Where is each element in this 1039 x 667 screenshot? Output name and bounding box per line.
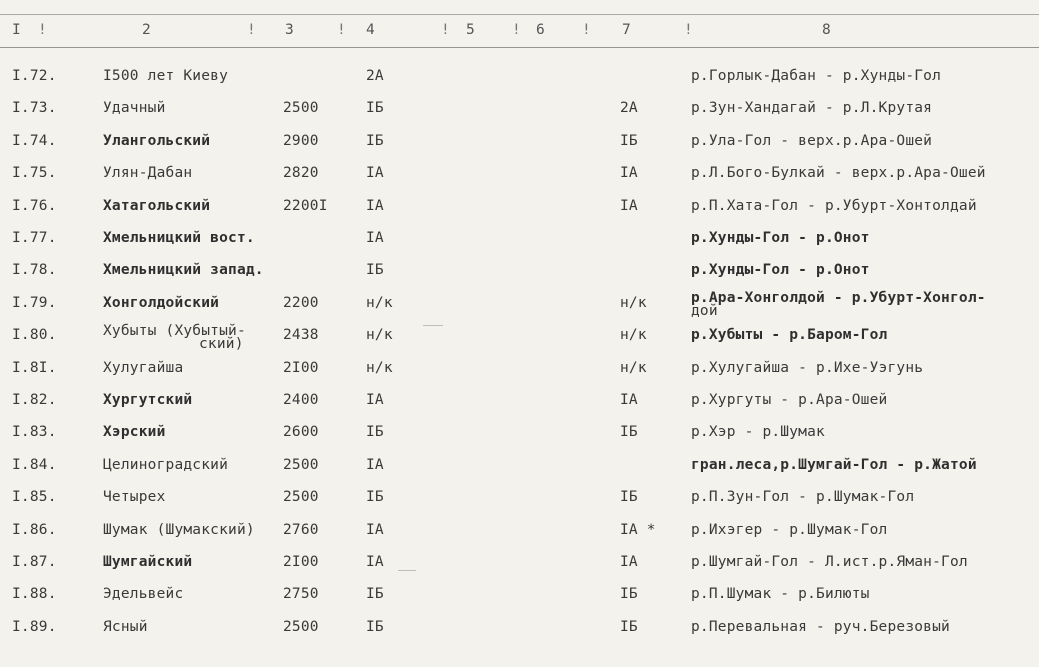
cell-name: Хатагольский xyxy=(103,198,211,214)
cell-route-continued: дой xyxy=(691,303,718,319)
cell-name: Четырех xyxy=(103,489,166,505)
header-col-2: 2 xyxy=(142,22,151,38)
cell-route: р.Горлык-Дабан - р.Хунды-Гол xyxy=(691,68,942,84)
cell-cat: IБ xyxy=(366,133,384,149)
cell-cat7: IБ xyxy=(620,424,638,440)
cell-num: I.73. xyxy=(12,100,57,116)
cell-num: I.86. xyxy=(12,522,57,538)
cell-route: р.Хунды-Гол - р.Онот xyxy=(691,262,870,278)
cell-height: 2500 xyxy=(283,489,319,505)
cell-cat: IА xyxy=(366,165,384,181)
cell-cat7: IБ xyxy=(620,586,638,602)
cell-cat: IА xyxy=(366,198,384,214)
cell-name: Хулугайша xyxy=(103,360,184,376)
cell-route: гран.леса,р.Шумгай-Гол - р.Жатой xyxy=(691,457,977,473)
cell-cat: н/к xyxy=(366,360,393,376)
cell-name: Хургутский xyxy=(103,392,193,408)
cell-route: р.Перевальная - руч.Березовый xyxy=(691,619,950,635)
cell-cat: IБ xyxy=(366,100,384,116)
cell-num: I.72. xyxy=(12,68,57,84)
cell-name: Хубыты (Хубытый- xyxy=(103,323,246,339)
cell-cat7: IА * xyxy=(620,522,656,538)
cell-cat7: IБ xyxy=(620,489,638,505)
header-sep-5: ! xyxy=(512,22,521,38)
header-col-7: 7 xyxy=(622,22,631,38)
cell-cat7: IА xyxy=(620,554,638,570)
cell-num: I.89. xyxy=(12,619,57,635)
cell-cat7: IА xyxy=(620,198,638,214)
cell-height: 2400 xyxy=(283,392,319,408)
header-col-3: 3 xyxy=(285,22,294,38)
cell-height: 2200I xyxy=(283,198,328,214)
cell-height: 2I00 xyxy=(283,554,319,570)
cell-name: Хэрский xyxy=(103,424,166,440)
cell-name: Улангольский xyxy=(103,133,211,149)
header-col-1: I xyxy=(12,22,21,38)
cell-height: 2I00 xyxy=(283,360,319,376)
header-sep-3: ! xyxy=(337,22,346,38)
header-sep-4: ! xyxy=(441,22,450,38)
cell-height: 2900 xyxy=(283,133,319,149)
cell-num: I.78. xyxy=(12,262,57,278)
cell-name: Эдельвейс xyxy=(103,586,184,602)
cell-num: I.74. xyxy=(12,133,57,149)
cell-num: I.88. xyxy=(12,586,57,602)
cell-height: 2600 xyxy=(283,424,319,440)
cell-num: I.8I. xyxy=(12,360,57,376)
cell-cat: IА xyxy=(366,554,384,570)
cell-cat: IА xyxy=(366,230,384,246)
cell-name: Ясный xyxy=(103,619,148,635)
cell-cat: IБ xyxy=(366,489,384,505)
cell-name: Хмельницкий запад. xyxy=(103,262,264,278)
header-col-5: 5 xyxy=(466,22,475,38)
header-sep-6: ! xyxy=(582,22,591,38)
cell-route: р.П.Зун-Гол - р.Шумак-Гол xyxy=(691,489,915,505)
scan-mark xyxy=(423,325,443,326)
cell-height: 2500 xyxy=(283,619,319,635)
cell-name-continued: ский) xyxy=(199,336,244,352)
header-sep-2: ! xyxy=(247,22,256,38)
cell-name: Целиноградский xyxy=(103,457,229,473)
cell-name: Улян-Дабан xyxy=(103,165,193,181)
cell-name: Хмельницкий вост. xyxy=(103,230,255,246)
cell-cat7: IА xyxy=(620,392,638,408)
header-sep-1: ! xyxy=(38,22,47,38)
header-top-rule xyxy=(0,14,1039,15)
cell-name: I500 лет Киеву xyxy=(103,68,229,84)
header-col-4: 4 xyxy=(366,22,375,38)
cell-route: р.П.Хата-Гол - р.Убурт-Хонтолдай xyxy=(691,198,977,214)
cell-route: р.П.Шумак - р.Билюты xyxy=(691,586,870,602)
cell-route: р.Ула-Гол - верх.р.Ара-Ошей xyxy=(691,133,933,149)
header-col-6: 6 xyxy=(536,22,545,38)
cell-cat7: н/к xyxy=(620,327,647,343)
cell-num: I.79. xyxy=(12,295,57,311)
cell-cat: н/к xyxy=(366,295,393,311)
scan-mark xyxy=(398,570,416,571)
cell-num: I.77. xyxy=(12,230,57,246)
cell-height: 2760 xyxy=(283,522,319,538)
cell-name: Хонголдойский xyxy=(103,295,220,311)
cell-height: 2500 xyxy=(283,457,319,473)
cell-route: р.Л.Бого-Булкай - верх.р.Ара-Ошей xyxy=(691,165,986,181)
cell-num: I.83. xyxy=(12,424,57,440)
cell-route: р.Хунды-Гол - р.Онот xyxy=(691,230,870,246)
cell-num: I.82. xyxy=(12,392,57,408)
cell-num: I.84. xyxy=(12,457,57,473)
cell-route: р.Хубыты - р.Баром-Гол xyxy=(691,327,888,343)
cell-route: р.Ихэгер - р.Шумак-Гол xyxy=(691,522,888,538)
cell-cat: н/к xyxy=(366,327,393,343)
cell-height: 2750 xyxy=(283,586,319,602)
cell-height: 2820 xyxy=(283,165,319,181)
cell-route: р.Хэр - р.Шумак xyxy=(691,424,825,440)
cell-num: I.76. xyxy=(12,198,57,214)
cell-cat: 2А xyxy=(366,68,384,84)
cell-cat: IБ xyxy=(366,619,384,635)
cell-cat: IБ xyxy=(366,586,384,602)
cell-cat7: н/к xyxy=(620,360,647,376)
cell-cat7: 2А xyxy=(620,100,638,116)
header-sep-7: ! xyxy=(684,22,693,38)
cell-cat7: IБ xyxy=(620,133,638,149)
cell-height: 2438 xyxy=(283,327,319,343)
cell-name: Удачный xyxy=(103,100,166,116)
cell-cat: IА xyxy=(366,522,384,538)
cell-cat7: н/к xyxy=(620,295,647,311)
cell-route: р.Шумгай-Гол - Л.ист.р.Яман-Гол xyxy=(691,554,968,570)
cell-num: I.87. xyxy=(12,554,57,570)
header-bottom-rule xyxy=(0,47,1039,48)
cell-height: 2500 xyxy=(283,100,319,116)
cell-cat: IБ xyxy=(366,424,384,440)
cell-name: Шумгайский xyxy=(103,554,193,570)
cell-cat: IБ xyxy=(366,262,384,278)
cell-num: I.80. xyxy=(12,327,57,343)
cell-route: р.Ара-Хонголдой - р.Убурт-Хонгол- xyxy=(691,290,986,306)
cell-name: Шумак (Шумакский) xyxy=(103,522,255,538)
cell-cat7: IБ xyxy=(620,619,638,635)
cell-num: I.75. xyxy=(12,165,57,181)
cell-route: р.Хулугайша - р.Ихе-Уэгунь xyxy=(691,360,924,376)
cell-cat7: IА xyxy=(620,165,638,181)
cell-route: р.Зун-Хандагай - р.Л.Крутая xyxy=(691,100,933,116)
header-col-8: 8 xyxy=(822,22,831,38)
cell-route: р.Хургуты - р.Ара-Ошей xyxy=(691,392,888,408)
cell-num: I.85. xyxy=(12,489,57,505)
cell-cat: IА xyxy=(366,457,384,473)
cell-height: 2200 xyxy=(283,295,319,311)
cell-cat: IА xyxy=(366,392,384,408)
